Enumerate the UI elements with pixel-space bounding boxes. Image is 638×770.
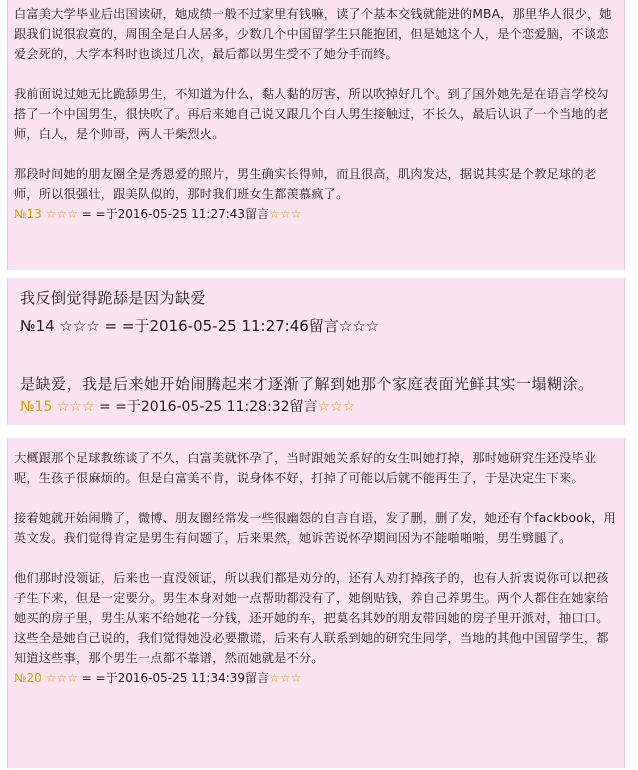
comment-timestamp: = =于2016-05-25 11:27:43留言	[81, 207, 270, 221]
comment-number: №15	[20, 399, 53, 415]
comment-timestamp: = =于2016-05-25 11:27:46留言	[104, 317, 339, 335]
comment-13-paragraph-1: 白富美大学毕业后出国读研，她成绩一般不过家里有钱嘛，读了个基本交钱就能进的MBA，那里华人很少，她跟我们说很寂寞的，周围全是白人居多，少数几个中国留学生只能抱团，但是她这个人，是个恋爱脑，不谈恋爱会死的，大学本科时也谈过几次，最后都以男生受不了她分手而终。	[14, 7, 612, 61]
comment-20	[7, 438, 625, 768]
comment-13-paragraph-3: 那段时间她的朋友圈全是秀恩爱的照片，男生确实长得帅，而且很高，肌肉发达，据说其实是个教足球的老师，所以很强壮，跟美队似的，那时我们班女生都羡慕疯了。	[14, 167, 597, 201]
comment-20-paragraph-3: 他们那时没领证，后来也一直没领证，所以我们都是劝分的，还有人劝打掉孩子的，也有人折衷说你可以把孩子生下来，但是一定要分。男生本身对她一点帮助都没有了，她倒贴钱，养自己养男生。两个人都住在她家给她买的房子里，男生从来不给她花一分钱，还开她的车，把莫名其妙的朋友带回她的房子里开派对，抽口口。这些全是她自己说的，我们觉得她没必要撒谎，后来有人联系到她的研究生同学，当地的其他中国留学生，都知道这些事，那个男生一点都不靠谱，然而她就是不分。	[14, 571, 609, 665]
comment-timestamp: = =于2016-05-25 11:28:32留言	[98, 399, 318, 415]
star-icon: ☆☆☆	[59, 317, 100, 335]
comment-15-meta	[20, 396, 612, 418]
comment-13	[7, 0, 625, 270]
comment-14-text: 我反倒觉得跪舔是因为缺爱	[20, 289, 207, 307]
star-icon: ☆☆☆	[269, 671, 302, 685]
star-icon: ☆☆☆	[45, 671, 78, 685]
star-icon: ☆☆☆	[45, 207, 78, 221]
comment-20-meta	[14, 670, 618, 686]
comment-number: №20	[14, 671, 42, 685]
comment-13-paragraph-2: 我前面说过她无比跪舔男生，不知道为什么，黏人黏的厉害，所以吹掉好几个。到了国外她先是在语言学校勾搭了一个中国男生，很快吹了。再后来她自己说又跟几个白人男生接触过，不长久，最后认识了一个当地的老师，白人，是个帅哥，两人干柴烈火。	[14, 87, 609, 141]
comment-20-paragraph-2: 接着她就开始闹腾了，微博、朋友圈经常发一些很幽怨的自言自语，发了删，删了发，她还有个fackbook，用英文发。我们觉得肯定是男生有问题了，后来果然，她诉苦说怀孕期间因为不能啪啪啪，男生劈腿了。	[14, 511, 616, 545]
star-icon: ☆☆☆	[338, 317, 380, 335]
comment-14-15	[7, 278, 625, 425]
star-icon: ☆☆☆	[56, 399, 95, 415]
star-icon: ☆☆☆	[317, 399, 356, 415]
comment-13-meta	[14, 206, 618, 222]
comment-15-text: 是缺爱，我是后来她开始闹腾起来才逐渐了解到她那个家庭表面光鲜其实一塌糊涂。	[20, 375, 594, 393]
star-icon: ☆☆☆	[269, 207, 302, 221]
comment-timestamp: = =于2016-05-25 11:34:39留言	[81, 671, 270, 685]
comment-14-meta	[20, 314, 612, 338]
comment-20-paragraph-1: 大概跟那个足球教练谈了不久，白富美就怀孕了，当时跟她关系好的女生叫她打掉，那时她研究生还没毕业呢，生孩子很麻烦的。但是白富美不肯，说身体不好，打掉了可能以后就不能再生了，于是决定生下来。	[14, 451, 597, 485]
comment-number: №14	[20, 317, 55, 335]
comment-number: №13	[14, 207, 42, 221]
